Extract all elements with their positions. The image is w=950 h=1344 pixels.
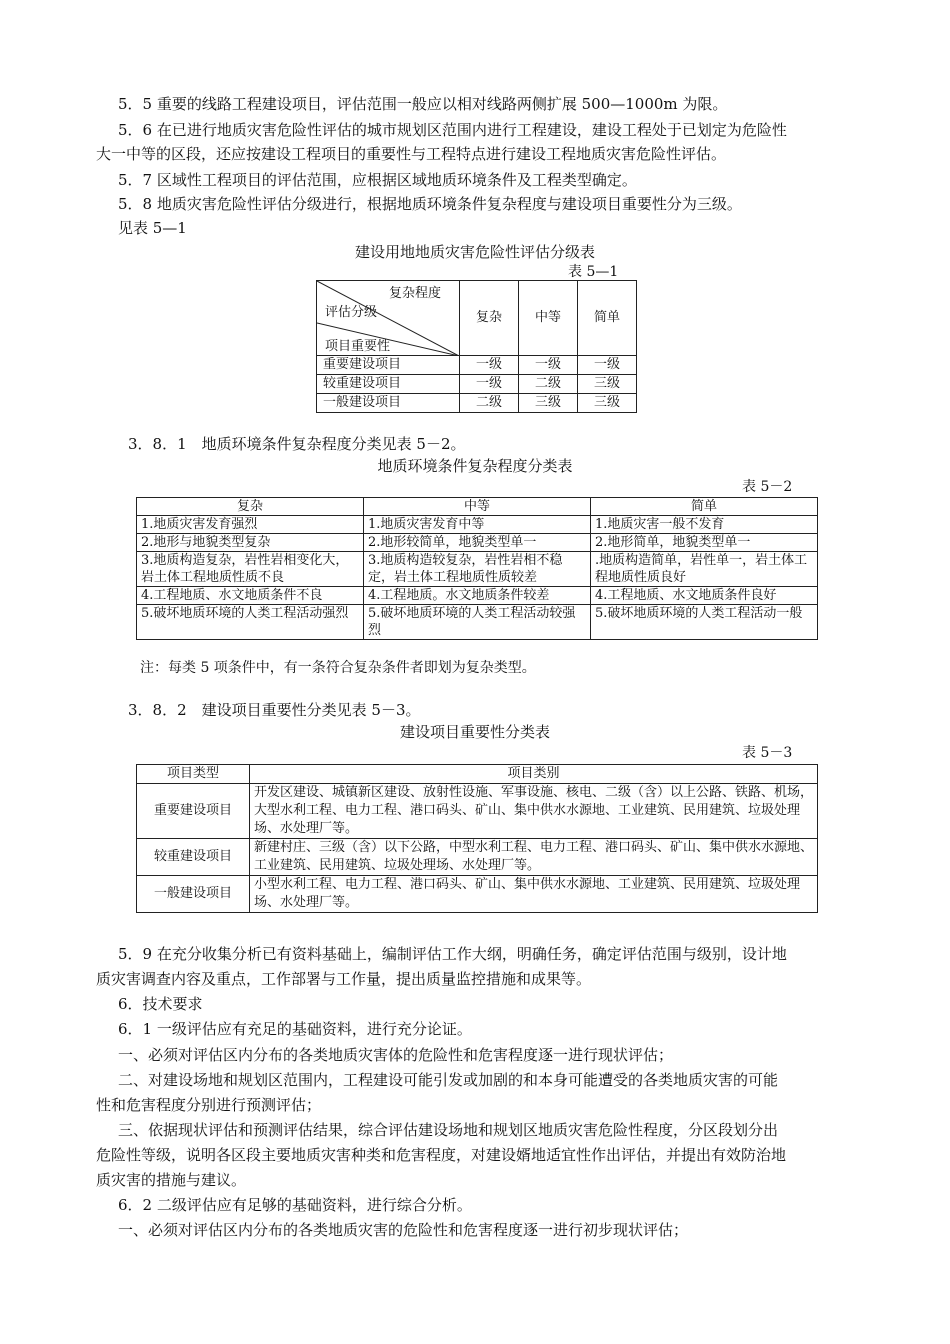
table-cell: 1.地质灾害一般不发育 (591, 516, 818, 534)
diag-top-label: 复杂程度 (389, 286, 442, 301)
table-row (137, 876, 818, 913)
table2-note: 注：每类 5 项条件中，有一条符合复杂条件者即划为复杂类型。 (140, 660, 536, 676)
table-cell: 3.地质构造复杂，岩性岩相变化大，岩土体工程地质性质不良 (137, 552, 364, 587)
table2-col-header: 简单 (591, 498, 818, 516)
table-cell: 一级 (460, 375, 519, 394)
item-6-1-a: 一、必须对评估区内分布的各类地质灾害体的危险性和危害程度逐一进行现状评估； (118, 1046, 674, 1064)
item-6-1-b-line1: 二、对建设场地和规划区范围内，工程建设可能引发或加剧的和本身可能遭受的各类地质灾害的可能 (118, 1071, 779, 1089)
table-cell: 2.地形与地貌类型复杂 (137, 534, 364, 552)
para-5-6-line2: 大一中等的区段，还应按建设工程项目的重要性与工程特点进行建设工程地质灾害危险性评估。 (96, 145, 727, 163)
table2-label: 表 5－2 (742, 479, 793, 495)
project-category: 小型水利工程、电力工程、港口码头、矿山、集中供水水源地、工业建筑、民用建筑、垃圾处理场、水处理厂等。 (250, 876, 818, 913)
table-cell: 5.破坏地质环境的人类工程活动较强烈 (364, 605, 591, 640)
table1-col-header: 复杂 (460, 281, 519, 356)
diag-bottom-label: 项目重要性 (325, 339, 391, 354)
para-5-7: 5．7 区域性工程项目的评估范围，应根据区域地质环境条件及工程类型确定。 (118, 171, 637, 189)
table-cell: 一级 (519, 356, 578, 375)
table-cell: 5.破坏地质环境的人类工程活动一般 (591, 605, 818, 640)
section-3-8-2: 3．8．2 建设项目重要性分类见表 5－3。 (128, 701, 421, 719)
table3-title: 建设项目重要性分类表 (399, 723, 550, 741)
item-6-2-a: 一、必须对评估区内分布的各类地质灾害的危险性和危害程度逐一进行初步现状评估； (118, 1221, 689, 1239)
table3-col-header: 项目类别 (250, 765, 818, 784)
para-5-9-line2: 质灾害调查内容及重点，工作部署与工作量，提出质量监控措施和成果等。 (96, 970, 592, 988)
table3-col-header: 项目类型 (137, 765, 250, 784)
section-6: 6．技术要求 (118, 995, 203, 1013)
item-6-1-c-line3: 质灾害的措施与建议。 (96, 1171, 247, 1189)
para-5-8: 5．8 地质灾害危险性评估分级进行，根据地质环境条件复杂程度与建设项目重要性分为三级。 (118, 195, 742, 213)
table-cell: 3.地质构造较复杂，岩性岩相不稳定，岩土体工程地质性质较差 (364, 552, 591, 587)
table1-col-header: 简单 (578, 281, 637, 356)
table-cell: 2.地形较简单，地貌类型单一 (364, 534, 591, 552)
table-row (137, 516, 818, 534)
table-cell: 三级 (578, 375, 637, 394)
table-5-2 (136, 497, 818, 640)
project-type: 重要建设项目 (137, 784, 250, 839)
table-cell: 4.工程地质、水文地质条件良好 (591, 587, 818, 605)
table3-label: 表 5－3 (742, 745, 793, 761)
table-row (137, 587, 818, 605)
table-cell: 4.工程地质、水文地质条件不良 (137, 587, 364, 605)
section-6-2: 6．2 二级评估应有足够的基础资料，进行综合分析。 (118, 1196, 472, 1214)
table-row (137, 534, 818, 552)
table-cell: .地质构造简单，岩性单一，岩土体工程地质性质良好 (591, 552, 818, 587)
table-row (137, 839, 818, 876)
table1-diagonal-header (317, 281, 460, 356)
table-row (137, 784, 818, 839)
table-cell: 二级 (460, 394, 519, 413)
table1-title: 建设用地地质灾害危险性评估分级表 (354, 243, 595, 261)
table1-col-header: 中等 (519, 281, 578, 356)
table-cell: 一级 (460, 356, 519, 375)
table-row (317, 394, 637, 413)
table-row (137, 605, 818, 640)
table2-col-header: 复杂 (137, 498, 364, 516)
project-type: 一般建设项目 (137, 876, 250, 913)
table-cell: 1.地质灾害发育强烈 (137, 516, 364, 534)
table-cell: 三级 (578, 394, 637, 413)
table-cell: 4.工程地质。水文地质条件较差 (364, 587, 591, 605)
table-row (317, 375, 637, 394)
table2-col-header: 中等 (364, 498, 591, 516)
table-cell: 2.地形简单，地貌类型单一 (591, 534, 818, 552)
table-row (317, 356, 637, 375)
para-5-9-line1: 5．9 在充分收集分析已有资料基础上，编制评估工作大纲，明确任务，确定评估范围与级别，设计地 (118, 945, 787, 963)
table-5-3 (136, 764, 818, 913)
table-cell: 二级 (519, 375, 578, 394)
section-6-1: 6．1 一级评估应有充足的基础资料，进行充分论证。 (118, 1020, 472, 1038)
table-cell: 一级 (578, 356, 637, 375)
item-6-1-c-line2: 危险性等级，说明各区段主要地质灾害种类和危害程度，对建设婿地适宜性作出评估，并提出有效防治地 (96, 1146, 787, 1164)
table-cell: 5.破坏地质环境的人类工程活动强烈 (137, 605, 364, 640)
row-name: 一般建设项目 (317, 394, 460, 413)
see-table-5-1: 见表 5—1 (118, 219, 187, 237)
row-name: 较重建设项目 (317, 375, 460, 394)
table-row (137, 552, 818, 587)
item-6-1-b-line2: 性和危害程度分别进行预测评估； (96, 1096, 322, 1114)
project-category: 新建村庄、三级（含）以下公路，中型水利工程、电力工程、港口码头、矿山、集中供水水源地、工业建筑、民用建筑、垃圾处理场、水处理厂等。 (250, 839, 818, 876)
row-name: 重要建设项目 (317, 356, 460, 375)
project-type: 较重建设项目 (137, 839, 250, 876)
table-5-1 (316, 280, 637, 413)
para-5-6-line1: 5．6 在已进行地质灾害危险性评估的城市规划区范围内进行工程建设，建设工程处于已划定为危险性 (118, 121, 787, 139)
table-cell: 三级 (519, 394, 578, 413)
diag-mid-label: 评估分级 (325, 305, 378, 320)
table1-label: 表 5—1 (568, 264, 619, 280)
table-cell: 1.地质灾害发育中等 (364, 516, 591, 534)
item-6-1-c-line1: 三、依据现状评估和预测评估结果，综合评估建设场地和规划区地质灾害危险性程度，分区段划分出 (118, 1121, 779, 1139)
table2-title: 地质环境条件复杂程度分类表 (377, 457, 573, 475)
section-3-8-1: 3．8．1 地质环境条件复杂程度分类见表 5－2。 (128, 435, 466, 453)
para-5-5: 5．5 重要的线路工程建设项目，评估范围一般应以相对线路两侧扩展 500—1000m 为限。 (118, 95, 728, 113)
project-category: 开发区建设、城镇新区建设、放射性设施、军事设施、核电、二级（含）以上公路、铁路、机场，大型水利工程、电力工程、港口码头、矿山、集中供水水源地、工业建筑、民用建筑、垃圾处理场、水处理厂等。 (250, 784, 818, 839)
